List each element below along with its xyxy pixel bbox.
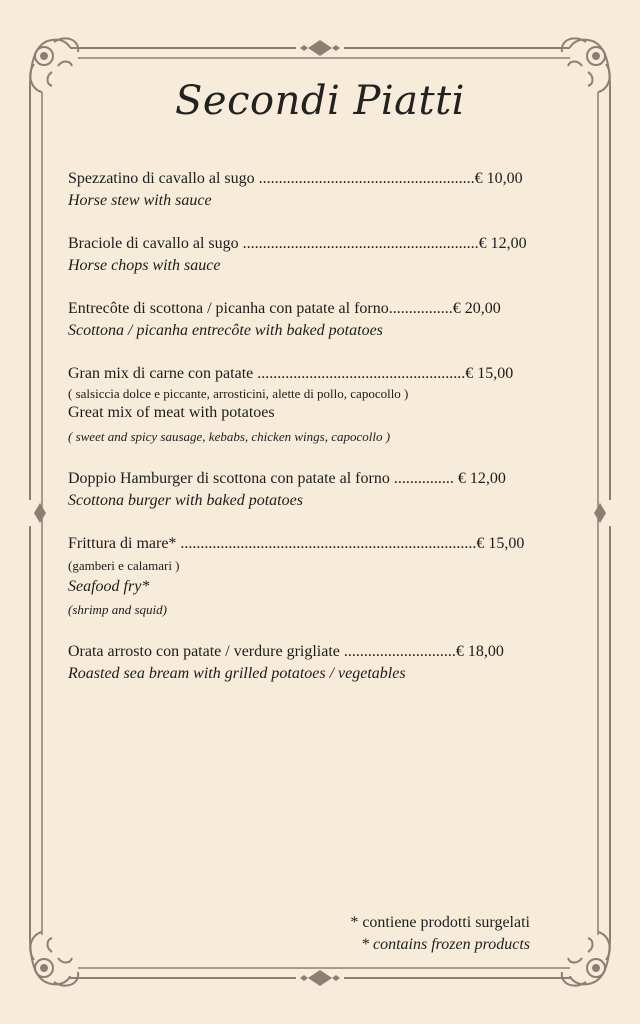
- item-name-row: [68, 534, 553, 554]
- item-detail: (gamberi e calamari ): [68, 558, 180, 573]
- item-name: Frittura di mare* ..........................................................................: [68, 535, 477, 552]
- item-translation: Scottona burger with baked potatoes: [68, 492, 303, 509]
- item-name: Gran mix di carne con patate ....................................................: [68, 365, 466, 382]
- item-price: € 12,00: [478, 235, 527, 252]
- item-translation: Great mix of meat with potatoes: [68, 404, 275, 421]
- item-translation: Horse chops with sauce: [68, 257, 221, 274]
- item-translation: Horse stew with sauce: [68, 192, 212, 209]
- item-detail: ( salsiccia dolce e piccante, arrosticini, alette di pollo, capocollo ): [68, 386, 409, 401]
- item-name: Doppio Hamburger di scottona con patate al forno ...............: [68, 470, 454, 487]
- item-name-row: [68, 364, 553, 384]
- item-name-row: [68, 469, 553, 489]
- item-name: Braciole di cavallo al sugo ...........................................................: [68, 235, 479, 252]
- item-name-row: [68, 234, 553, 254]
- item-price: € 20,00: [452, 300, 501, 317]
- item-name: Entrecôte di scottona / picanha con patate al forno................: [68, 300, 453, 317]
- item-name: Orata arrosto con patate / verdure grigliate ............................: [68, 643, 456, 660]
- item-translation: Seafood fry*: [68, 578, 150, 595]
- footnote-italian: * contiene prodotti surgelati: [350, 914, 530, 931]
- item-price: € 12,00: [457, 470, 506, 487]
- item-price: € 15,00: [476, 535, 525, 552]
- item-price: € 15,00: [465, 365, 514, 382]
- item-price: € 18,00: [455, 643, 504, 660]
- item-translation-detail: ( sweet and spicy sausage, kebabs, chicken wings, capocollo ): [68, 429, 391, 444]
- item-translation: Roasted sea bream with grilled potatoes / vegetables: [68, 665, 406, 682]
- item-translation-detail: (shrimp and squid): [68, 602, 167, 617]
- footnote-english: * contains frozen products: [360, 936, 530, 953]
- item-name-row: [68, 642, 553, 662]
- item-name-row: [68, 299, 553, 319]
- item-name: Spezzatino di cavallo al sugo ......................................................: [68, 170, 475, 187]
- item-name-row: [68, 169, 553, 189]
- page-title: Secondi Piatti: [175, 78, 465, 124]
- item-price: € 10,00: [474, 170, 523, 187]
- item-translation: Scottona / picanha entrecôte with baked potatoes: [68, 322, 383, 339]
